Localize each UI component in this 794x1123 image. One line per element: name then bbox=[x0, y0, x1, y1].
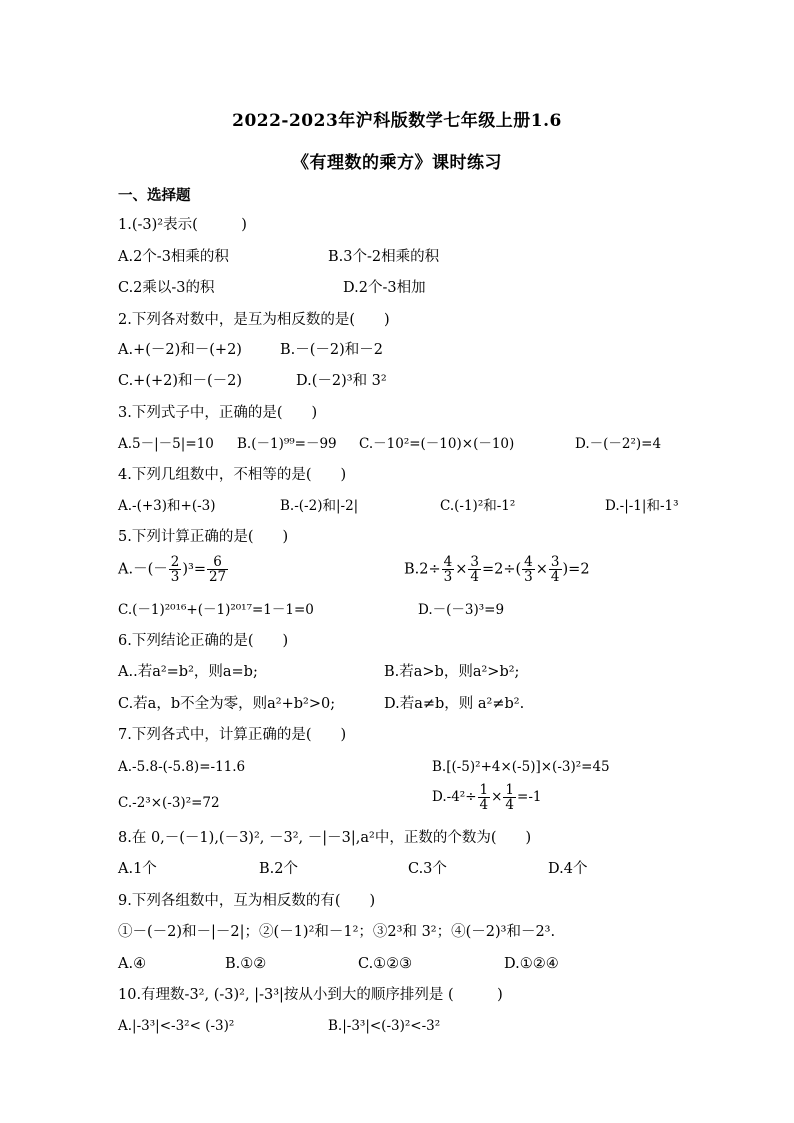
question-9-stem: 9.下列各组数中，互为相反数的有( ) bbox=[118, 893, 376, 909]
question-6-option-c: C.若a，b不全为零，则a²+b²>0; bbox=[118, 696, 336, 712]
question-4-stem: 4.下列几组数中，不相等的是( ) bbox=[118, 467, 347, 483]
fraction bbox=[549, 555, 562, 584]
question-10-option-a: A.|-3³|<-3²< (-3)² bbox=[118, 1018, 235, 1034]
question-9-option-b: B.①② bbox=[225, 956, 267, 972]
fraction bbox=[207, 555, 228, 584]
question-6-stem: 6.下列结论正确的是( ) bbox=[118, 633, 289, 649]
times-sign: × bbox=[491, 789, 503, 806]
denominator: 4 bbox=[550, 569, 560, 586]
question-1-option-c: C.2乘以-3的积 bbox=[118, 280, 215, 296]
numerator: 3 bbox=[470, 554, 479, 570]
q5b-prefix: B.2÷ bbox=[404, 561, 441, 578]
q7d-prefix: D.-4²÷ bbox=[432, 789, 477, 806]
question-3-option-d: D.－(－2²)=4 bbox=[575, 436, 662, 452]
title-line-2: 《有理数的乘方》课时练习 bbox=[292, 153, 502, 173]
question-3-option-c: C.－10²=(－10)×(－10) bbox=[359, 436, 515, 452]
numerator: 6 bbox=[207, 555, 228, 570]
fraction bbox=[522, 555, 535, 584]
question-4-option-d: D.-|-1|和-1³ bbox=[605, 498, 679, 514]
question-5-stem: 5.下列计算正确的是( ) bbox=[118, 529, 289, 545]
times-sign: × bbox=[535, 561, 548, 578]
question-7-option-a: A.-5.8-(-5.8)=-11.6 bbox=[118, 759, 246, 775]
numerator: 4 bbox=[524, 554, 533, 570]
question-4-option-b: B.-(-2)和|-2| bbox=[280, 498, 359, 514]
question-3-option-b: B.(－1)⁹⁹=－99 bbox=[237, 436, 337, 452]
question-8-option-a: A.1个 bbox=[118, 861, 157, 877]
question-8-option-d: D.4个 bbox=[548, 861, 588, 877]
denominator: 4 bbox=[505, 797, 515, 814]
question-9-detail: ①－(－2)和－|－2|；②(－1)²和－1²；③2³和 3²；④(－2)³和－2³. bbox=[118, 924, 556, 940]
question-7-option-b: B.[(-5)²+4×(-5)]×(-3)²=45 bbox=[432, 759, 610, 775]
question-5-option-d: D.－(－3)³=9 bbox=[418, 602, 505, 618]
question-2-option-a: A.+(－2)和－(+2) bbox=[118, 342, 242, 358]
question-6-option-d: D.若a≠b，则 a²≠b². bbox=[384, 696, 525, 712]
q5a-prefix: A.－(－ bbox=[118, 561, 168, 578]
question-9-option-a: A.④ bbox=[118, 956, 147, 972]
question-10-stem: 10.有理数-3², (-3)², |-3³|按从小到大的顺序排列是 ( ) bbox=[118, 987, 503, 1003]
question-5-option-c: C.(－1)²⁰¹⁶+(－1)²⁰¹⁷=1－1=0 bbox=[118, 602, 314, 618]
q5a-mid: )³= bbox=[182, 561, 206, 578]
question-3-stem: 3.下列式子中，正确的是( ) bbox=[118, 405, 318, 421]
question-9-option-c: C.①②③ bbox=[358, 956, 413, 972]
q5b-mid: =2÷( bbox=[481, 561, 522, 578]
fraction bbox=[169, 555, 182, 584]
question-1-option-b: B.3个-2相乘的积 bbox=[328, 249, 440, 265]
q7d-end: =-1 bbox=[517, 789, 542, 806]
question-10-option-b: B.|-3³|<(-3)²<-3² bbox=[328, 1018, 441, 1034]
question-7-option-d bbox=[432, 783, 541, 812]
fraction bbox=[503, 783, 516, 812]
numerator: 4 bbox=[443, 554, 453, 570]
question-4-option-c: C.(-1)²和-1² bbox=[440, 498, 516, 514]
numerator: 3 bbox=[550, 554, 560, 570]
question-7-option-c: C.-2³×(-3)²=72 bbox=[118, 795, 220, 811]
question-8-option-c: C.3个 bbox=[408, 861, 447, 877]
question-2-option-c: C.+(+2)和－(－2) bbox=[118, 373, 243, 389]
question-6-option-b: B.若a>b，则a²>b²; bbox=[384, 664, 520, 680]
numerator: 1 bbox=[479, 782, 489, 798]
section-heading: 一、选择题 bbox=[118, 187, 191, 204]
numerator: 1 bbox=[505, 782, 515, 798]
q5b-end: )=2 bbox=[562, 561, 590, 578]
question-1-option-a: A.2个-3相乘的积 bbox=[118, 249, 229, 265]
numerator: 2 bbox=[170, 554, 180, 570]
question-6-option-a: A..若a²=b²，则a=b; bbox=[118, 664, 258, 680]
question-9-option-d: D.①②④ bbox=[504, 956, 559, 972]
question-1-stem: 1.(-3)²表示( ) bbox=[118, 217, 247, 233]
question-4-option-a: A.-(+3)和+(-3) bbox=[118, 498, 216, 514]
fraction bbox=[468, 555, 481, 584]
title-line-1: 2022-2023年沪科版数学七年级上册1.6 bbox=[232, 111, 562, 131]
question-3-option-a: A.5－|－5|=10 bbox=[118, 436, 214, 452]
question-1-option-d: D.2个-3相加 bbox=[343, 280, 426, 296]
times-sign: × bbox=[455, 561, 468, 578]
question-5-option-a bbox=[118, 555, 229, 584]
denominator: 4 bbox=[479, 797, 489, 814]
denominator: 3 bbox=[170, 569, 180, 586]
denominator: 3 bbox=[443, 569, 453, 586]
question-7-stem: 7.下列各式中，计算正确的是( ) bbox=[118, 727, 347, 743]
question-8-stem: 8.在 0,－(－1),(－3)², －3², －|－3|,a²中，正数的个数为( ) bbox=[118, 830, 532, 846]
fraction bbox=[478, 783, 491, 812]
fraction bbox=[442, 555, 455, 584]
question-8-option-b: B.2个 bbox=[259, 861, 298, 877]
question-2-option-b: B.－(－2)和－2 bbox=[280, 342, 384, 358]
question-2-option-d: D.(－2)³和 3² bbox=[296, 373, 387, 389]
question-2-stem: 2.下列各对数中，是互为相反数的是( ) bbox=[118, 312, 390, 328]
denominator: 3 bbox=[524, 569, 533, 586]
denominator: 27 bbox=[208, 569, 227, 586]
denominator: 4 bbox=[470, 569, 479, 586]
question-5-option-b bbox=[404, 555, 590, 584]
